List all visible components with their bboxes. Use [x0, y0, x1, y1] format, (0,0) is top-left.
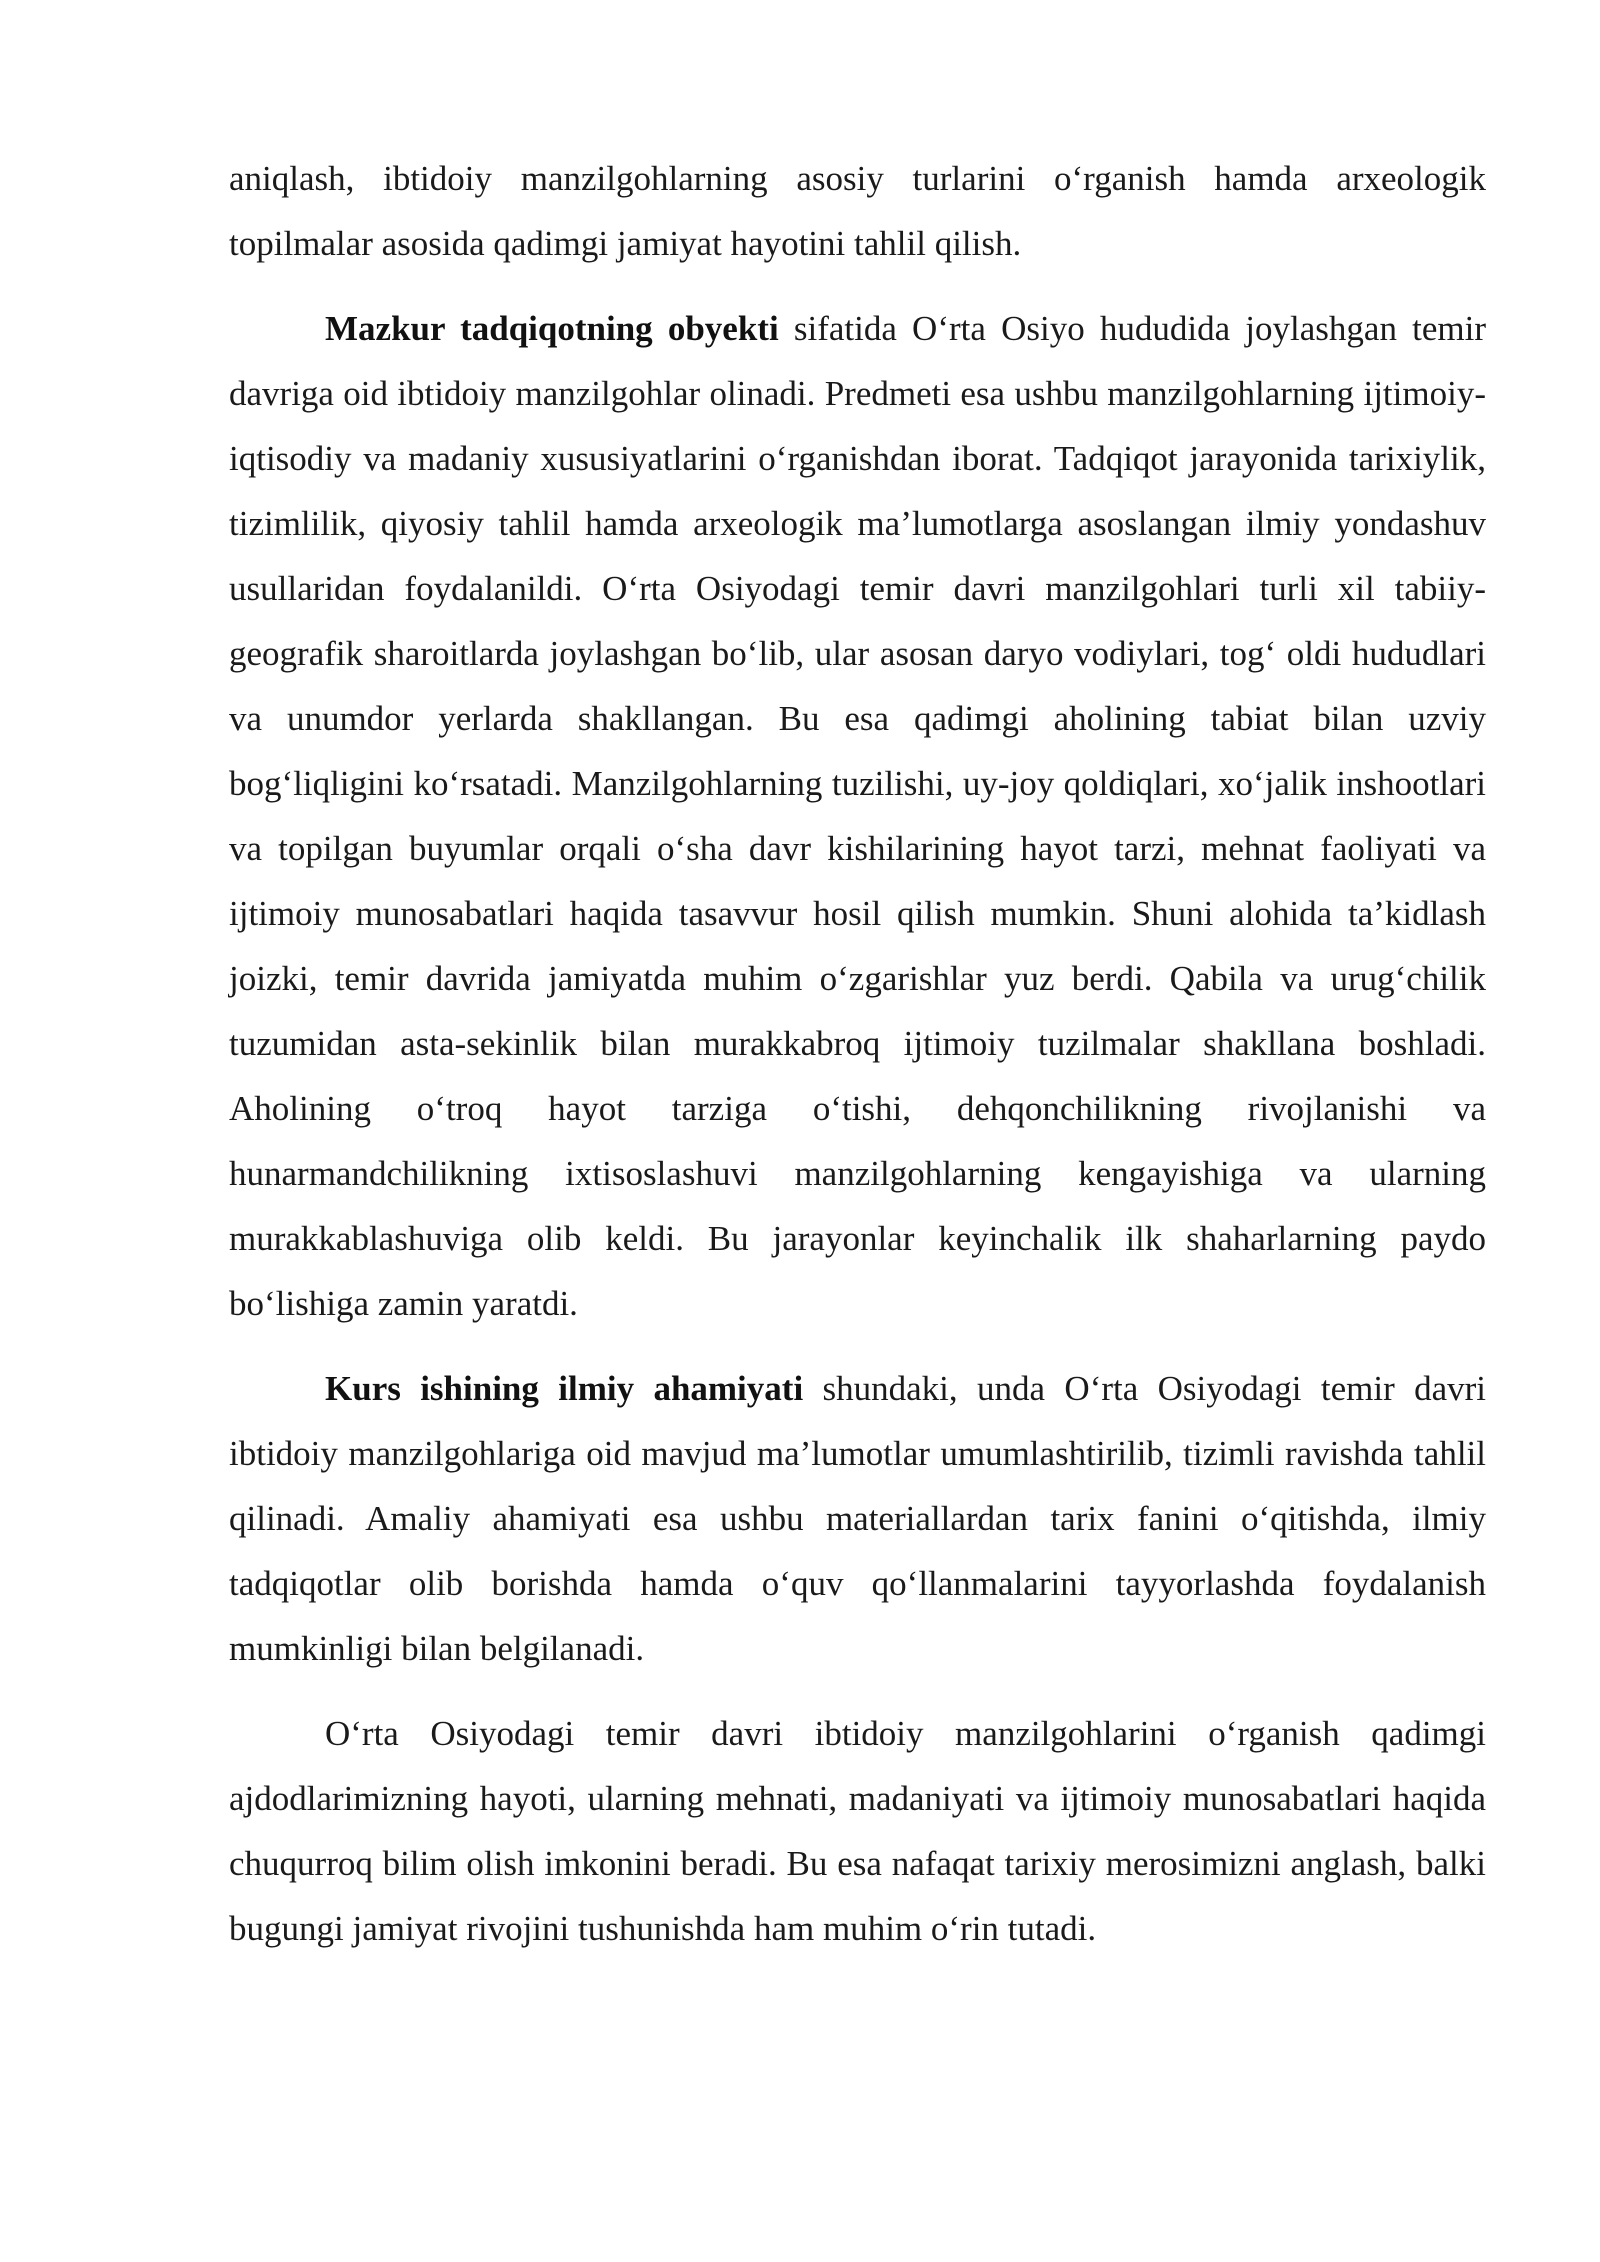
paragraph-3-bold-lead: Kurs ishining ilmiy ahamiyati	[325, 1369, 804, 1408]
paragraph-4-text: O‘rta Osiyodagi temir davri ibtidoiy manzilgohlarini o‘rganish qadimgi ajdodlarimizning hayoti, ularning mehnati, madaniyati va ijtimoiy munosabatlari haqida chuqurroq bilim olish imkonini beradi. Bu esa nafaqat tarixiy merosimizni anglash, balki bugungi jamiyat rivojini tushunishda ham muhim o‘rin tutadi.	[229, 1714, 1486, 1948]
paragraph-3-text: shundaki, unda O‘rta Osiyodagi temir davri ibtidoiy manzilgohlariga oid mavjud ma’lumotlar umumlashtirilib, tizimli ravishda tahlil qilinadi. Amaliy ahamiyati esa ushbu materiallardan tarix fanini o‘qitishda, ilmiy tadqiqotlar olib borishda hamda o‘quv qo‘llanmalarini tayyorlashda foydalanish mumkinligi bilan belgilanadi.	[229, 1369, 1486, 1668]
paragraph-3	[229, 1356, 1486, 1681]
paragraph-4	[229, 1701, 1486, 1961]
paragraph-1	[229, 146, 1486, 276]
document-body	[229, 146, 1486, 1981]
paragraph-1-text: aniqlash, ibtidoiy manzilgohlarning asosiy turlarini o‘rganish hamda arxeologik topilmalar asosida qadimgi jamiyat hayotini tahlil qilish.	[229, 159, 1486, 263]
paragraph-2-bold-lead: Mazkur tadqiqotning obyekti	[325, 309, 779, 348]
paragraph-2	[229, 296, 1486, 1336]
paragraph-2-text: sifatida O‘rta Osiyo hududida joylashgan temir davriga oid ibtidoiy manzilgohlar olinadi. Predmeti esa ushbu manzilgohlarning ijtimoiy-iqtisodiy va madaniy xususiyatlarini o‘rganishdan iborat. Tadqiqot jarayonida tarixiylik, tizimlilik, qiyosiy tahlil hamda arxeologik ma’lumotlarga asoslangan ilmiy yondashuv usullaridan foydalanildi. O‘rta Osiyodagi temir davri manzilgohlari turli xil tabiiy-geografik sharoitlarda joylashgan bo‘lib, ular asosan daryo vodiylari, tog‘ oldi hududlari va unumdor yerlarda shakllangan. Bu esa qadimgi aholining tabiat bilan uzviy bog‘liqligini ko‘rsatadi. Manzilgohlarning tuzilishi, uy-joy qoldiqlari, xo‘jalik inshootlari va topilgan buyumlar orqali o‘sha davr kishilarining hayot tarzi, mehnat faoliyati va ijtimoiy munosabatlari haqida tasavvur hosil qilish mumkin. Shuni alohida ta’kidlash joizki, temir davrida jamiyatda muhim o‘zgarishlar yuz berdi. Qabila va urug‘chilik tuzumidan asta-sekinlik bilan murakkabroq ijtimoiy tuzilmalar shakllana boshladi. Aholining o‘troq hayot tarziga o‘tishi, dehqonchilikning rivojlanishi va hunarmandchilikning ixtisoslashuvi manzilgohlarning kengayishiga va ularning murakkablashuviga olib keldi. Bu jarayonlar keyinchalik ilk shaharlarning paydo bo‘lishiga zamin yaratdi.	[229, 309, 1486, 1323]
